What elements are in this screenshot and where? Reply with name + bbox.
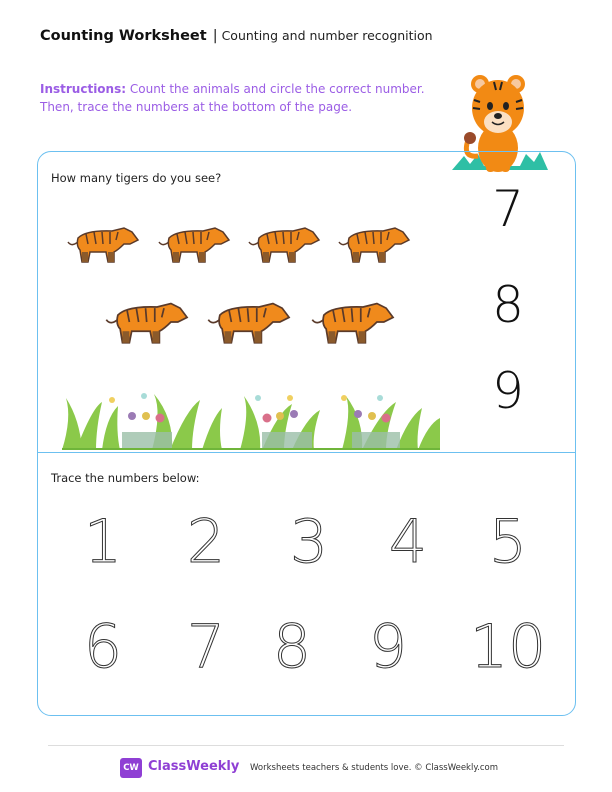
trace-number-5[interactable] xyxy=(478,507,538,577)
trace-digit: 10 xyxy=(469,612,547,682)
tiger-icon xyxy=(104,296,194,348)
tiger-icon xyxy=(157,222,235,266)
trace-digit: 4 xyxy=(388,507,428,577)
trace-number-8[interactable] xyxy=(262,612,322,682)
page-title xyxy=(40,28,433,44)
footer-tagline: Worksheets teachers & students love. © ClassWeekly.com xyxy=(250,763,499,773)
trace-digit: 5 xyxy=(488,507,528,577)
trace-prompt: Trace the numbers below: xyxy=(51,471,200,485)
title-separator: | xyxy=(212,28,218,44)
instructions xyxy=(40,80,460,116)
count-question: How many tigers do you see? xyxy=(51,171,222,185)
instructions-text: Count the animals and circle the correct number. Then, trace the numbers at the bottom of the page. xyxy=(40,82,425,114)
footer-divider xyxy=(48,745,564,746)
trace-number-9[interactable] xyxy=(358,612,418,682)
tiger-icon xyxy=(66,222,144,266)
trace-digit: 2 xyxy=(186,507,226,577)
answer-choice-8[interactable]: 8 xyxy=(492,276,524,334)
grass-flowers-illustration xyxy=(62,388,440,450)
trace-digit: 9 xyxy=(368,612,408,682)
tiger-icon xyxy=(310,296,400,348)
trace-number-7[interactable] xyxy=(176,612,236,682)
trace-number-1[interactable] xyxy=(73,507,133,577)
worksheet-title: Counting Worksheet xyxy=(40,28,207,44)
answer-choice-7[interactable]: 7 xyxy=(492,180,524,238)
trace-digit: 1 xyxy=(83,507,123,577)
tiger-icon xyxy=(337,222,415,266)
trace-number-10[interactable] xyxy=(468,612,548,682)
worksheet-subtitle: Counting and number recognition xyxy=(221,28,433,43)
classweekly-logo-icon: CW xyxy=(120,758,142,778)
trace-digit: 3 xyxy=(289,507,329,577)
brand-name: ClassWeekly xyxy=(148,759,240,774)
answer-choice-9[interactable]: 9 xyxy=(492,362,524,420)
instructions-label: Instructions: xyxy=(40,82,127,96)
trace-digit: 6 xyxy=(83,612,123,682)
trace-digit: 8 xyxy=(272,612,312,682)
trace-number-4[interactable] xyxy=(378,507,438,577)
tiger-icon xyxy=(247,222,325,266)
tiger-icon xyxy=(206,296,296,348)
trace-digit: 7 xyxy=(186,612,226,682)
section-divider xyxy=(37,452,576,453)
trace-number-2[interactable] xyxy=(176,507,236,577)
trace-number-6[interactable] xyxy=(73,612,133,682)
trace-number-3[interactable] xyxy=(279,507,339,577)
